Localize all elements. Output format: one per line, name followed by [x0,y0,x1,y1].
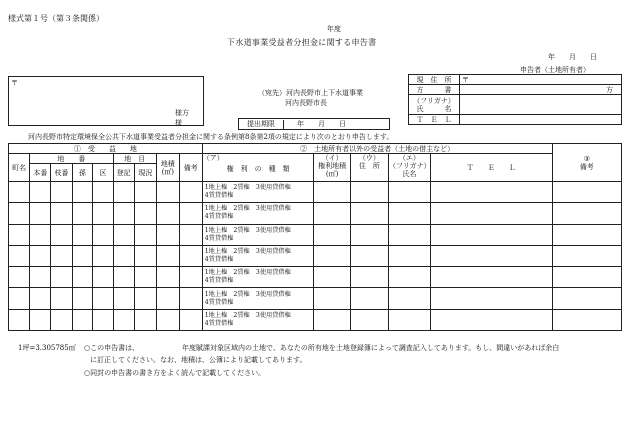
table-cell[interactable] [51,182,72,203]
table-cell[interactable] [430,288,552,309]
rights-options-line1: 1地上権 2賃権 3使用貸借権 [204,226,291,234]
table-cell[interactable] [93,203,113,224]
deadline-value: 年 月 日 [297,120,346,128]
sub-header-edaban: 枝番 [51,164,72,182]
table-cell[interactable] [430,245,552,266]
col-a-mark: （ア） [202,154,224,162]
table-cell[interactable] [388,203,430,224]
honorific-sama-kata: 様方 [175,109,189,117]
rights-type-cell[interactable] [202,245,314,266]
table-cell[interactable] [350,309,388,330]
table-cell[interactable] [314,245,350,266]
address-label: 現 住 所 [409,75,460,85]
table-cell[interactable] [51,224,72,245]
table-cell[interactable] [9,224,30,245]
table-cell[interactable] [156,203,179,224]
page-title: 下水道事業受益者分担金に関する申告書 [227,38,377,47]
table-cell[interactable] [72,182,92,203]
name-label-cell [409,95,460,115]
table-cell[interactable] [93,309,113,330]
table-row [9,309,622,330]
note1-prefix: ○この申告書は、 [84,344,140,352]
main-table [8,143,622,331]
table-cell[interactable] [552,245,622,266]
table-cell[interactable] [430,267,552,288]
col-u-mark: （ウ） [358,154,380,162]
note1-body: 年度賦課対象区域内の土地で、あなたの所有地を土地登録簿によって調査記入してあります。もし、間違いがあれば余白 [182,344,560,352]
addressee-line2: 河内長野市長 [285,99,327,107]
sub-header-honban: 本番 [30,164,51,182]
table-cell[interactable] [388,288,430,309]
table-cell[interactable] [30,288,51,309]
honorific-sama: 様 [175,119,182,127]
direction-field[interactable] [460,85,622,95]
table-cell[interactable] [93,267,113,288]
table-cell[interactable] [314,203,350,224]
rights-options-line1: 1地上権 2賃権 3使用貸借権 [204,269,291,277]
table-cell[interactable] [51,203,72,224]
rights-options-line1: 1地上権 2賃権 3使用貸借権 [204,184,291,192]
name-label: 氏 名 [416,104,452,113]
rights-options-line2: 4賃貸借権 [204,213,234,221]
direction-label: 方 書 [409,85,460,95]
rights-type-cell[interactable] [202,203,314,224]
table-row [9,288,622,309]
rights-type-cell[interactable] [202,224,314,245]
table-cell[interactable] [72,288,92,309]
table-row [9,203,622,224]
area-header [156,154,179,182]
rights-options-line2: 4賃貸借権 [204,256,234,264]
table-cell[interactable] [552,309,622,330]
table-cell[interactable] [30,224,51,245]
table-cell[interactable] [156,309,179,330]
rights-options-line1: 1地上権 2賃権 3使用貸借権 [204,311,291,319]
tel-label: Ｔ Ｅ Ｌ [409,115,460,125]
col-e-label: （フリガナ） [388,162,431,170]
note1-continuation: に訂正してください。なお、地積は、公簿により記載してあります。 [90,356,307,364]
remarks-header: 備考 [179,154,202,182]
table-cell[interactable] [388,224,430,245]
intro-text: 河内長野市特定環境保全公共下水道事業受益者分担金に関する条例第8条第2項の規定により次のとおり申告します。 [28,133,394,141]
furigana-label: （フリガナ） [413,96,455,105]
table-cell[interactable] [51,288,72,309]
table-cell[interactable] [113,267,134,288]
address-field[interactable] [460,75,622,85]
table-cell[interactable] [156,267,179,288]
rights-type-cell[interactable] [202,288,314,309]
table-cell[interactable] [388,309,430,330]
table-cell[interactable] [350,267,388,288]
table-cell[interactable] [134,203,156,224]
note2: ○同封の申告書の書き方をよく読んで記載してください。 [84,369,266,377]
table-cell[interactable] [179,203,202,224]
deadline-box [238,118,390,130]
rights-options-line2: 4賃貸借権 [204,234,234,242]
rights-type-cell[interactable] [202,267,314,288]
col-e-header [388,154,430,182]
table-cell[interactable] [156,182,179,203]
chimoku-header: 地 目 [113,154,156,164]
table-cell[interactable] [113,288,134,309]
applicant-label: 申告者（土地所有者） [520,66,590,74]
col-a-label: 権 利 の 種 類 [226,165,290,173]
table-cell[interactable] [156,245,179,266]
table-cell[interactable] [350,245,388,266]
table-cell[interactable] [314,224,350,245]
deadline-label: 提出期限 [239,120,284,130]
table-cell[interactable] [113,309,134,330]
applicant-table [408,74,622,125]
rights-options-line2: 4賃貸借権 [204,192,234,200]
addressee-line1: （宛先）河内長野市上下水道事業 [258,89,363,97]
table-cell[interactable] [179,309,202,330]
table-cell[interactable] [350,288,388,309]
table-cell[interactable] [134,182,156,203]
table-cell[interactable] [388,267,430,288]
table-cell[interactable] [179,224,202,245]
table-row [9,267,622,288]
table-cell[interactable] [430,224,552,245]
section3-header [552,144,622,182]
table-cell[interactable] [179,182,202,203]
table-cell[interactable] [134,267,156,288]
table-cell[interactable] [350,203,388,224]
col-i-header [314,154,350,182]
table-cell[interactable] [156,288,179,309]
col-tel-header: Ｔ Ｅ Ｌ [430,154,552,182]
col-i-mark: （イ） [321,154,343,162]
table-cell[interactable] [430,203,552,224]
table-cell[interactable] [552,224,622,245]
table-row [9,245,622,266]
table-cell[interactable] [134,224,156,245]
col-i-unit: (㎡) [325,170,339,178]
rights-options-line2: 4賃貸借権 [204,277,234,285]
col-i-label: 権利地積 [318,162,347,170]
area-label: 地積 [160,159,175,168]
table-cell[interactable] [30,267,51,288]
date-label: 年 月 日 [548,53,597,61]
table-cell[interactable] [134,288,156,309]
rights-options-line2: 4賃貸借権 [204,298,234,306]
table-cell[interactable] [179,267,202,288]
sub-header-genkyou: 現況 [134,164,156,182]
table-cell[interactable] [72,245,92,266]
table-cell[interactable] [134,309,156,330]
table-cell[interactable] [113,245,134,266]
tel-field[interactable] [460,115,622,125]
table-cell[interactable] [72,224,92,245]
rights-options-line1: 1地上権 2賃権 3使用貸借権 [204,290,291,298]
rights-options-line2: 4賃貸借権 [204,319,234,327]
address-postal: 〒 [462,75,469,84]
section1-header: ① 受 益 地 [9,144,203,154]
table-cell[interactable] [30,245,51,266]
table-cell[interactable] [430,309,552,330]
table-cell[interactable] [51,309,72,330]
form-number: 様式第１号（第３条関係） [8,14,104,23]
table-cell[interactable] [9,203,30,224]
recipient-address-box[interactable] [8,76,204,126]
table-cell[interactable] [179,288,202,309]
col-e-mark: （エ） [398,154,420,162]
section3-mark: ③ [583,154,590,163]
table-cell[interactable] [552,182,622,203]
table-cell[interactable] [30,182,51,203]
table-cell[interactable] [9,182,30,203]
chiban-header: 地 番 [30,154,113,164]
table-cell[interactable] [388,245,430,266]
tsubo-conversion: 1坪=3.305785㎡ [18,344,76,352]
table-cell[interactable] [350,224,388,245]
year-label: 年度 [327,25,341,33]
table-cell[interactable] [113,182,134,203]
table-cell[interactable] [314,309,350,330]
table-cell[interactable] [51,267,72,288]
table-cell[interactable] [552,267,622,288]
table-row [9,224,622,245]
col-a-header [202,154,314,182]
table-cell[interactable] [552,203,622,224]
table-cell[interactable] [9,288,30,309]
table-cell[interactable] [72,309,92,330]
sub-header-mago: 孫 [72,164,92,182]
sub-header-ku: 区 [93,164,113,182]
table-cell[interactable] [93,245,113,266]
table-cell[interactable] [552,288,622,309]
rights-options-line1: 1地上権 2賃権 3使用貸借権 [204,205,291,213]
sub-header-touki: 登記 [113,164,134,182]
col-u-header [350,154,388,182]
table-cell[interactable] [9,245,30,266]
name-field[interactable] [460,95,622,115]
table-cell[interactable] [113,224,134,245]
col-e-label2: 氏名 [402,170,417,178]
table-cell[interactable] [93,182,113,203]
table-cell[interactable] [9,309,30,330]
table-cell[interactable] [93,288,113,309]
table-row [9,182,622,203]
table-cell[interactable] [314,182,350,203]
town-header: 町名 [9,154,30,182]
table-cell[interactable] [72,203,92,224]
table-cell[interactable] [134,245,156,266]
table-cell[interactable] [314,288,350,309]
table-cell[interactable] [30,309,51,330]
table-cell[interactable] [93,224,113,245]
direction-suffix: 方 [606,85,613,94]
postal-mark: 〒 [11,79,18,87]
table-cell[interactable] [113,203,134,224]
table-cell[interactable] [51,245,72,266]
rights-options-line1: 1地上権 2賃権 3使用貸借権 [204,248,291,256]
table-body [9,182,622,331]
section3-label: 備考 [579,162,594,171]
table-cell[interactable] [179,245,202,266]
area-unit: (㎡) [161,167,175,176]
table-cell[interactable] [9,267,30,288]
rights-type-cell[interactable] [202,182,314,203]
table-cell[interactable] [430,182,552,203]
rights-type-cell[interactable] [202,309,314,330]
table-cell[interactable] [156,224,179,245]
table-cell[interactable] [388,182,430,203]
table-cell[interactable] [30,203,51,224]
table-cell[interactable] [72,267,92,288]
section2-header: ② 土地所有者以外の受益者（土地の借主など） [202,144,552,154]
col-u-label: 住 所 [358,162,380,170]
table-cell[interactable] [350,182,388,203]
table-cell[interactable] [314,267,350,288]
